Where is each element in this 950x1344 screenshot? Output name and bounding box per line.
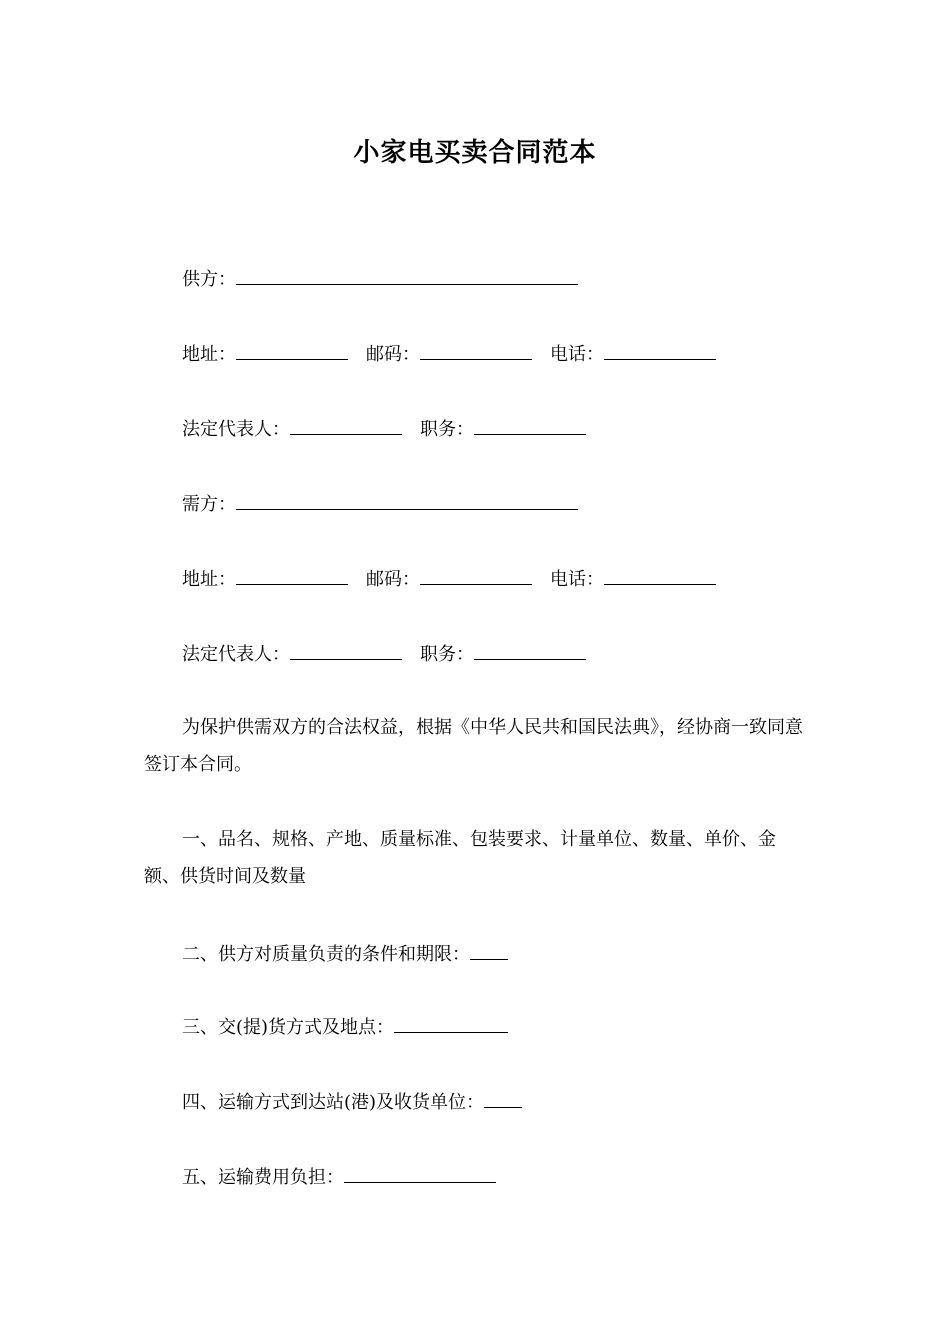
buyer-postcode-field[interactable] xyxy=(420,566,532,585)
clause-4: 四、运输方式到达站(港)及收货单位： xyxy=(182,1092,485,1113)
supplier-phone-label: 电话： xyxy=(550,344,604,365)
buyer-rep-line xyxy=(182,641,592,667)
clause-3-field[interactable] xyxy=(394,1014,508,1033)
supplier-rep-line xyxy=(182,416,592,442)
document-title: 小家电买卖合同范本 xyxy=(353,138,597,168)
clause-5: 五、运输费用负担： xyxy=(182,1167,344,1188)
buyer-position-label: 职务： xyxy=(420,644,474,665)
supplier-address-field[interactable] xyxy=(236,341,348,360)
buyer-address-field[interactable] xyxy=(236,566,348,585)
clause-4-line xyxy=(182,1089,528,1115)
buyer-rep-field[interactable] xyxy=(290,641,402,660)
buyer-address-line xyxy=(182,566,722,592)
buyer-postcode-label: 邮码： xyxy=(366,569,420,590)
clause-2-field[interactable] xyxy=(470,941,508,960)
clause-3: 三、交(提)货方式及地点： xyxy=(182,1017,395,1038)
supplier-position-field[interactable] xyxy=(474,416,586,435)
supplier-rep-label: 法定代表人： xyxy=(182,419,290,440)
buyer-position-field[interactable] xyxy=(474,641,586,660)
supplier-postcode-label: 邮码： xyxy=(366,344,420,365)
supplier-party-field[interactable] xyxy=(236,266,578,285)
clause-1: 一、品名、规格、产地、质量标准、包装要求、计量单位、数量、单价、金额、供货时间及数量 xyxy=(144,829,776,887)
buyer-phone-label: 电话： xyxy=(550,569,604,590)
supplier-address-label: 地址： xyxy=(182,344,236,365)
supplier-party-label: 供方： xyxy=(182,269,236,290)
preamble-paragraph: 为保护供需双方的合法权益，根据《中华人民共和国民法典》，经协商一致同意签订本合同。 xyxy=(144,717,803,775)
clause-2: 二、供方对质量负责的条件和期限： xyxy=(182,944,470,965)
buyer-address-label: 地址： xyxy=(182,569,236,590)
buyer-rep-label: 法定代表人： xyxy=(182,644,290,665)
supplier-rep-field[interactable] xyxy=(290,416,402,435)
buyer-party-field[interactable] xyxy=(236,491,578,510)
supplier-position-label: 职务： xyxy=(420,419,474,440)
supplier-postcode-field[interactable] xyxy=(420,341,532,360)
buyer-phone-field[interactable] xyxy=(604,566,716,585)
clause-4-field[interactable] xyxy=(484,1089,522,1108)
clause-5-field[interactable] xyxy=(344,1164,496,1183)
supplier-address-line xyxy=(182,341,722,367)
buyer-party-label: 需方： xyxy=(182,494,236,515)
supplier-phone-field[interactable] xyxy=(604,341,716,360)
supplier-party-line xyxy=(182,266,584,292)
clause-3-line xyxy=(182,1014,514,1040)
clause-5-line xyxy=(182,1164,502,1190)
buyer-party-line xyxy=(182,491,584,517)
clause-2-line xyxy=(182,941,514,967)
